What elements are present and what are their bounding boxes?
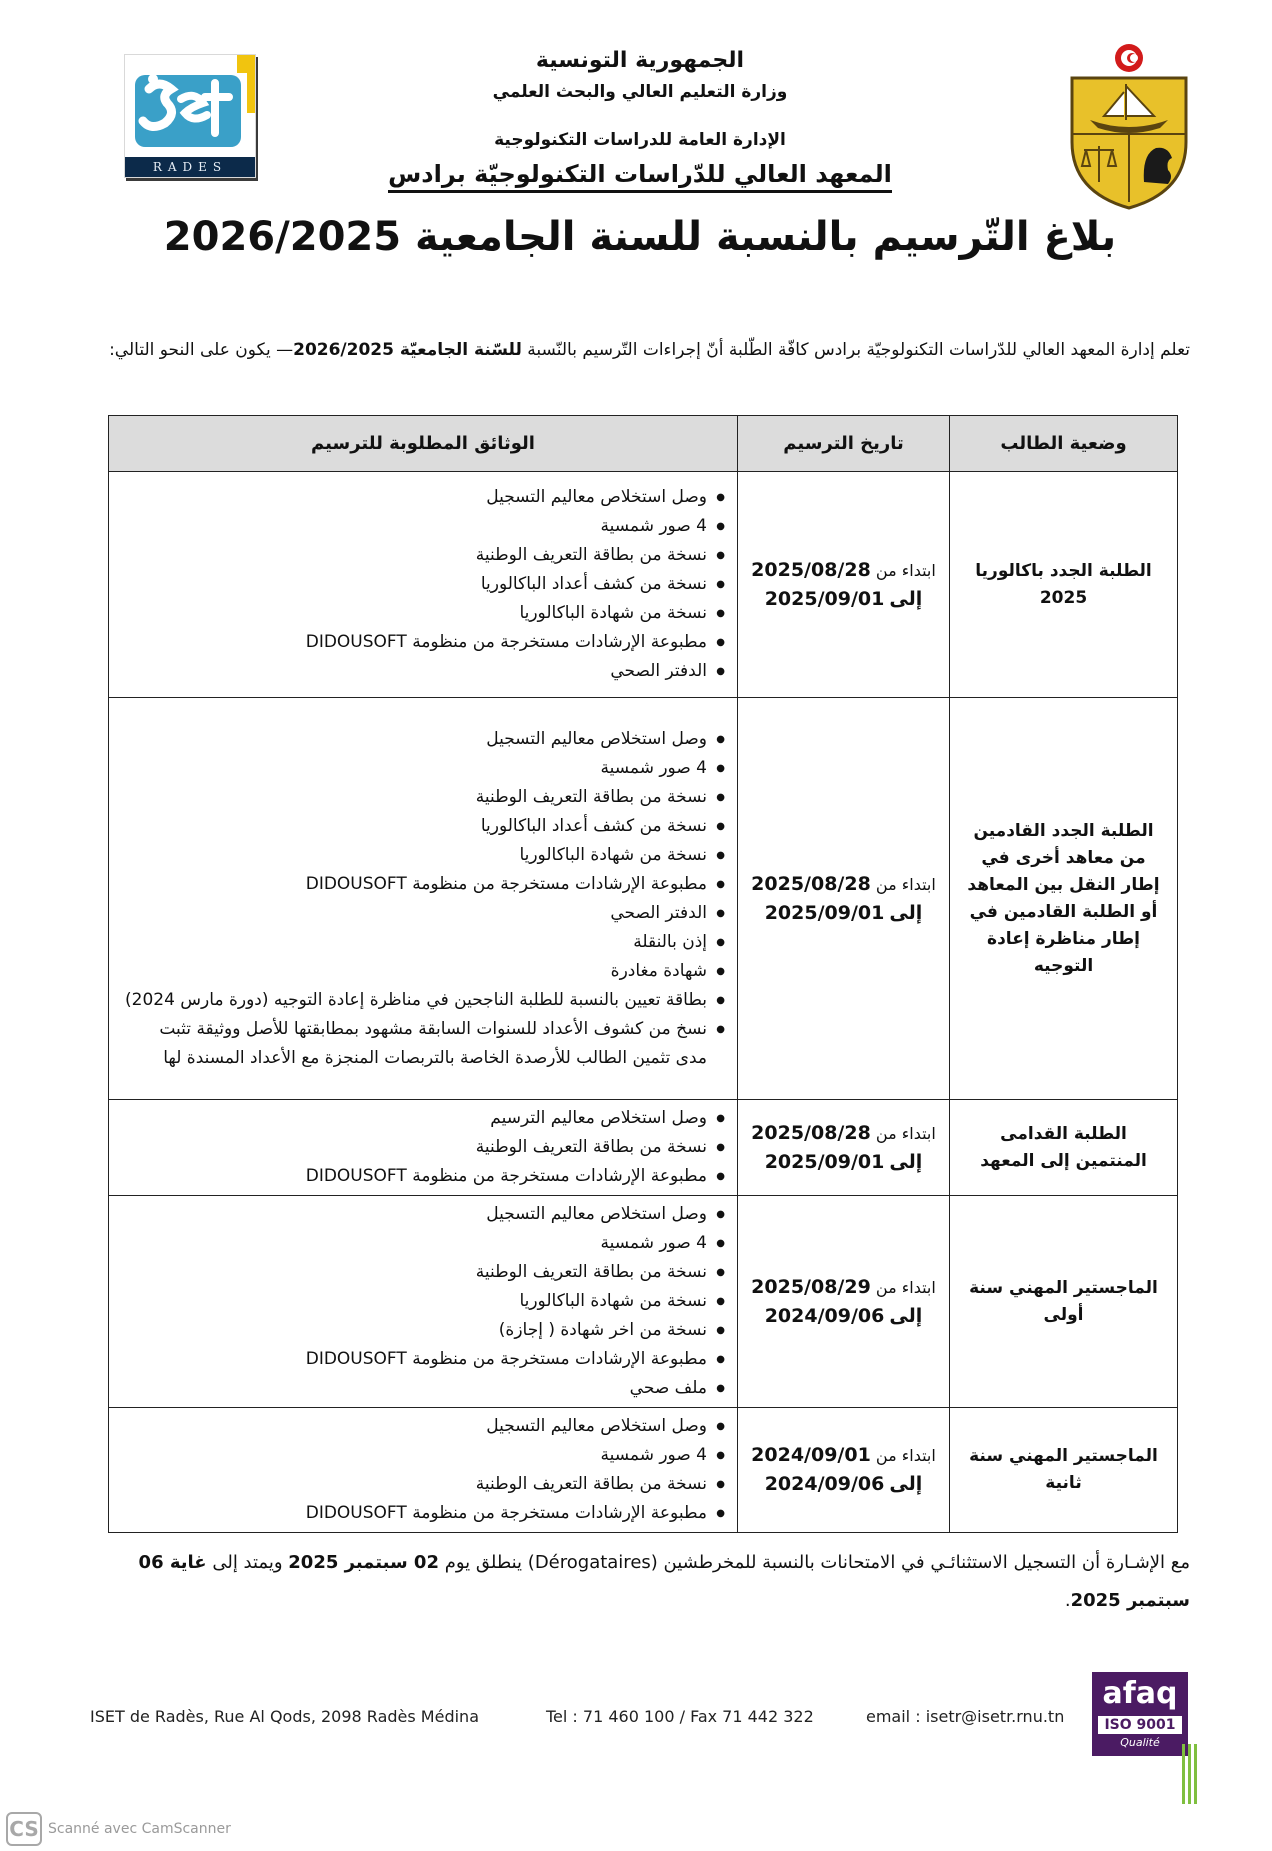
note-text-1: مع الإشـارة أن التسجيل الاستثنائـي في الامتحانات بالنسبة للمخرطشين (Dérogataires) ينطلق يوم	[438, 1552, 1190, 1573]
document-item: ● وصل استخلاص معاليم التسجيل	[123, 1200, 707, 1229]
date-from: 2025/08/29	[751, 1275, 871, 1298]
table-header-row	[109, 416, 1178, 472]
header-registration-date: تاريخ الترسيم	[738, 416, 950, 472]
document-item: ● وصل استخلاص معاليم التسجيل	[123, 1412, 707, 1441]
document-item: ● نسخة من كشف أعداد الباكالوريا	[123, 570, 707, 599]
note-text-2: ويمتد إلى	[206, 1552, 289, 1573]
footer-email: email : isetr@isetr.rnu.tn	[866, 1707, 1065, 1726]
camscanner-text: Scanné avec CamScanner	[48, 1821, 231, 1837]
date-to: 2024/09/06	[764, 1304, 885, 1327]
table-row	[109, 698, 1178, 1100]
row-status: الماجستير المهني سنة أولى	[950, 1196, 1178, 1408]
table-row	[109, 1196, 1178, 1408]
afaq-iso-logo	[1092, 1672, 1188, 1756]
document-item: ● 4 صور شمسية	[123, 1441, 707, 1470]
afaq-qualite-label: Qualité	[1120, 1736, 1160, 1749]
document-item: ● نسخة من شهادة الباكالوريا	[123, 599, 707, 628]
document-item: ● نسخة من كشف أعداد الباكالوريا	[123, 812, 707, 841]
row-date	[738, 472, 950, 698]
tunisia-coat-of-arms-icon	[1064, 42, 1194, 212]
document-item: ● نسخة من بطاقة التعريف الوطنية	[123, 783, 707, 812]
date-from-label: ابتداء من	[875, 1123, 936, 1143]
row-documents	[109, 1196, 738, 1408]
document-item: ● مطبوعة الإرشادات مستخرجة من منظومة DIDOUSOFT	[123, 1499, 707, 1528]
header-ministry: وزارة التعليم العالي والبحث العلمي	[492, 82, 788, 102]
header-republic: الجمهورية التونسية	[535, 48, 745, 73]
row-date	[738, 698, 950, 1100]
table-row	[109, 472, 1178, 698]
green-bars-icon	[1182, 1744, 1198, 1804]
date-to-label: إلى	[889, 901, 923, 924]
date-to-label: إلى	[889, 1304, 923, 1327]
document-item: ● وصل استخلاص معاليم التسجيل	[123, 483, 707, 512]
document-item: ● بطاقة تعيين بالنسبة للطلبة الناجحين في مناظرة إعادة التوجيه (دورة مارس 2024)	[123, 986, 707, 1015]
row-documents	[109, 698, 738, 1100]
row-status: الطلبة القدامى المنتمين إلى المعهد	[950, 1100, 1178, 1196]
date-to-label: إلى	[889, 587, 923, 610]
date-to-label: إلى	[889, 1473, 923, 1495]
document-item: ● إذن بالنقلة	[123, 928, 707, 957]
document-item: ● وصل استخلاص معاليم الترسيم	[123, 1104, 707, 1133]
row-status: الطلبة الجدد باكالوريا 2025	[950, 472, 1178, 698]
iset-mark-icon	[131, 69, 249, 151]
logo-rades-label: RADES	[125, 157, 255, 177]
document-item: ● 4 صور شمسية	[123, 754, 707, 783]
footer-phone: Tel : 71 460 100 / Fax 71 442 322	[546, 1707, 814, 1726]
document-item: ● وصل استخلاص معاليم التسجيل	[123, 725, 707, 754]
date-to: 2025/09/01	[764, 1150, 885, 1173]
note-start-date: 02 سبتمبر 2025	[288, 1552, 439, 1573]
afaq-iso-label: ISO 9001	[1098, 1716, 1181, 1734]
document-item: ● مطبوعة الإرشادات مستخرجة من منظومة DIDOUSOFT	[123, 1162, 707, 1191]
registration-table	[108, 415, 1178, 1533]
row-status: الماجستير المهني سنة ثانية	[950, 1408, 1178, 1533]
document-item: ● نسخة من بطاقة التعريف الوطنية	[123, 1470, 707, 1499]
document-title: بلاغ التّرسيم بالنسبة للسنة الجامعية 2026/2025	[163, 214, 1117, 260]
date-from-label: ابتداء من	[875, 560, 936, 580]
date-from: 2025/08/28	[751, 1121, 871, 1144]
date-to: 2025/09/01	[764, 901, 885, 924]
document-item: ● 4 صور شمسية	[123, 512, 707, 541]
header-institute	[360, 160, 920, 188]
header-institute-text: المعهد العالي للدّراسات التكنولوجيّة برادس	[388, 160, 892, 193]
document-item: ● 4 صور شمسية	[123, 1229, 707, 1258]
intro-academic-year: للسّنة الجامعيّة 2026/2025	[293, 340, 522, 360]
document-item: ● نسخة من شهادة الباكالوريا	[123, 841, 707, 870]
derogatory-note	[90, 1544, 1190, 1620]
document-item: ● نسخة من بطاقة التعريف الوطنية	[123, 541, 707, 570]
note-text-3: .	[1064, 1590, 1071, 1611]
row-status: الطلبة الجدد القادمين من معاهد أخرى في إطار النقل بين المعاهد أو الطلبة القادمين في إطار مناظرة إعادة التوجيه	[950, 698, 1178, 1100]
row-documents	[109, 472, 738, 698]
document-item: ● مطبوعة الإرشادات مستخرجة من منظومة DIDOUSOFT	[123, 1345, 707, 1374]
intro-text-after: — يكون على النحو التالي:	[109, 340, 294, 360]
note-end-date: غاية 06 سبتمبر 2025	[138, 1552, 1190, 1611]
row-documents	[109, 1100, 738, 1196]
document-item: ● مطبوعة الإرشادات مستخرجة من منظومة DIDOUSOFT	[123, 870, 707, 899]
intro-paragraph	[90, 328, 1190, 372]
row-date	[738, 1196, 950, 1408]
footer-address: ISET de Radès, Rue Al Qods, 2098 Radès Médina	[90, 1707, 479, 1726]
document-item: ● الدفتر الصحي	[123, 899, 707, 928]
document-item: ● نسخ من كشوف الأعداد للسنوات السابقة مشهود بمطابقتها للأصل ووثيقة تثبت مدى تثمين الطالب للأرصدة الخاصة بالتربصات المنجزة مع الأعداد المسندة لها	[123, 1015, 707, 1073]
header-directorate: الإدارة العامة للدراسات التكنولوجية	[494, 130, 786, 150]
camscanner-icon: CS	[6, 1812, 42, 1846]
document-item: ● شهادة مغادرة	[123, 957, 707, 986]
document-item: ● الدفتر الصحي	[123, 657, 707, 686]
header-required-documents: الوثائق المطلوبة للترسيم	[109, 416, 738, 472]
document-item: ● نسخة من شهادة الباكالوريا	[123, 1287, 707, 1316]
document-item: ● نسخة من بطاقة التعريف الوطنية	[123, 1258, 707, 1287]
intro-text-before: تعلم إدارة المعهد العالي للدّراسات التكنولوجيّة برادس كافّة الطّلبة أنّ إجراءات التّرسيم بالنّسبة	[521, 340, 1190, 360]
date-from-label: ابتداء من	[875, 1446, 936, 1465]
date-to-label: إلى	[889, 1150, 923, 1173]
iset-rades-logo	[124, 54, 256, 178]
header-student-status: وضعية الطالب	[950, 416, 1178, 472]
row-date	[738, 1100, 950, 1196]
date-from: 2025/08/28	[751, 558, 871, 581]
camscanner-watermark	[6, 1812, 231, 1846]
document-item: ● نسخة من اخر شهادة ( إجازة)	[123, 1316, 707, 1345]
table-row	[109, 1408, 1178, 1533]
date-from-label: ابتداء من	[875, 1277, 936, 1297]
afaq-brand: afaq	[1102, 1676, 1178, 1711]
date-from: 2024/09/01	[751, 1444, 871, 1466]
document-item: ● ملف صحي	[123, 1374, 707, 1403]
row-date	[738, 1408, 950, 1533]
date-from: 2025/08/28	[751, 872, 871, 895]
document-item: ● نسخة من بطاقة التعريف الوطنية	[123, 1133, 707, 1162]
date-from-label: ابتداء من	[875, 874, 936, 894]
date-to: 2025/09/01	[764, 587, 885, 610]
date-to: 2024/09/06	[764, 1473, 885, 1495]
table-row	[109, 1100, 1178, 1196]
row-documents	[109, 1408, 738, 1533]
document-item: ● مطبوعة الإرشادات مستخرجة من منظومة DIDOUSOFT	[123, 628, 707, 657]
